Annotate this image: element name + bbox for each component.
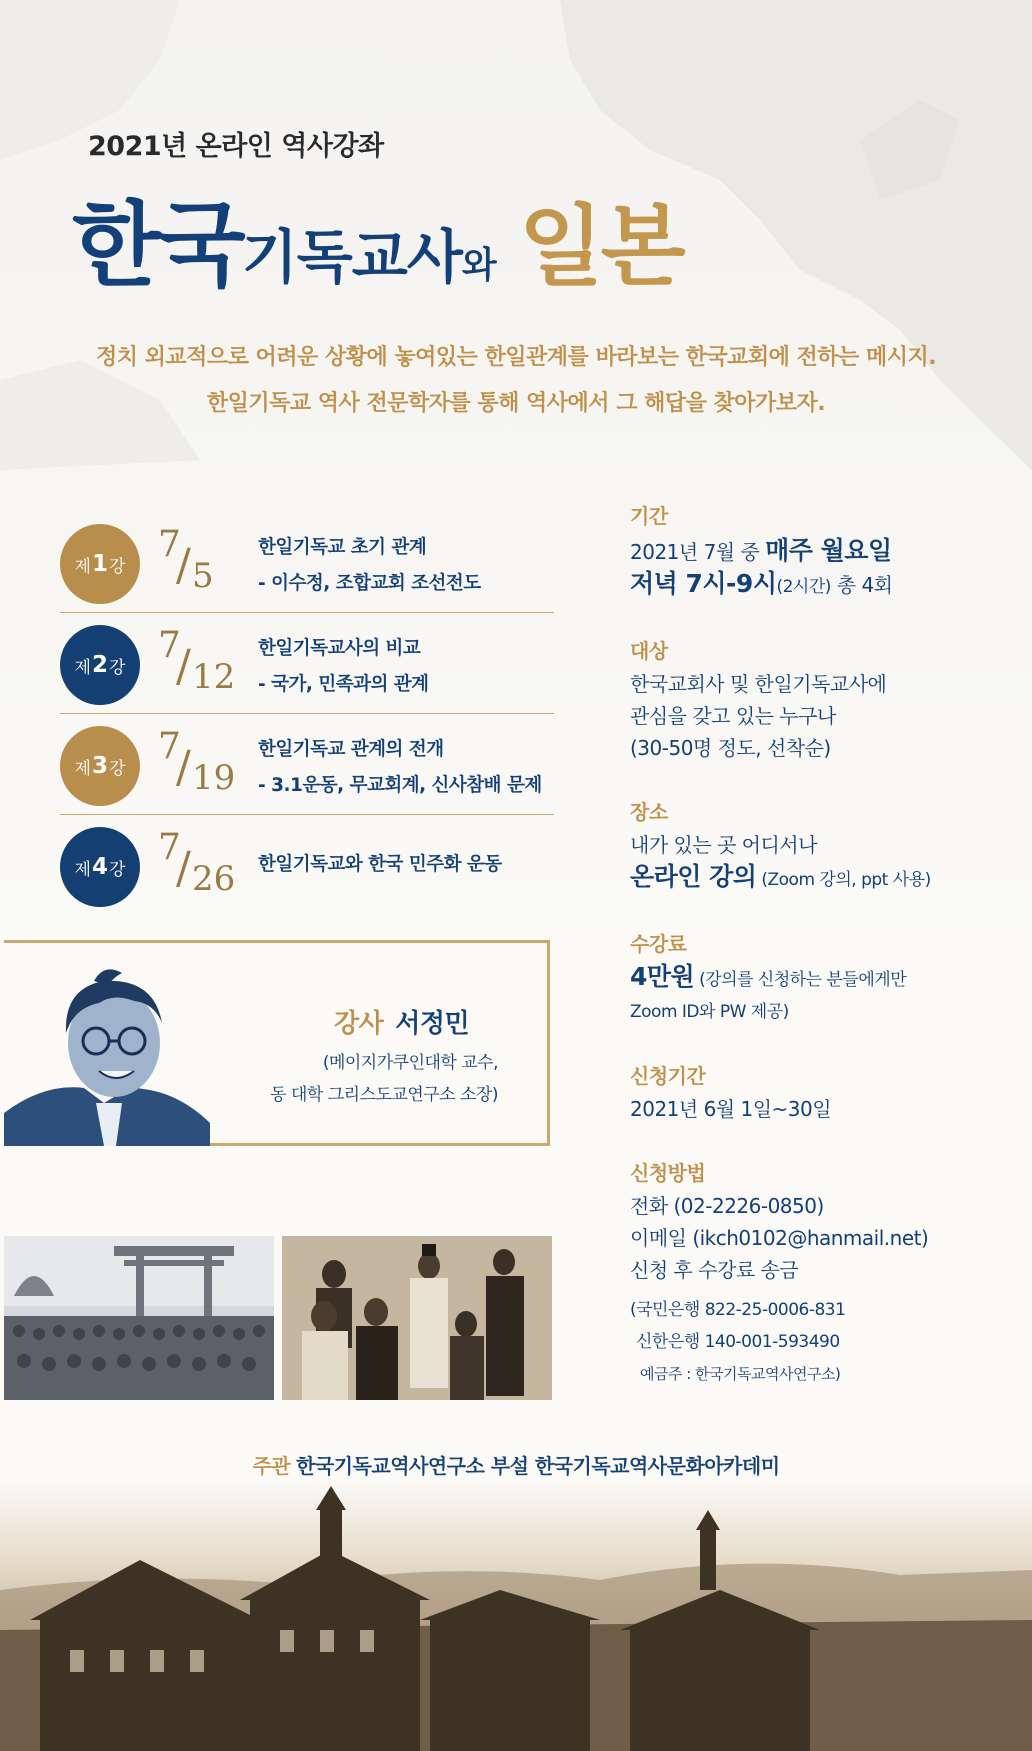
badge-number: 2 <box>91 652 108 678</box>
period-line-1 <box>630 535 1010 568</box>
lecturer-affiliation-line-2: 동 대학 그리스도교연구소 소장) <box>270 1085 498 1105</box>
period-text: 2021년 7월 중 <box>630 540 766 564</box>
lecture-date <box>158 522 268 602</box>
lecture-title: 한일기독교와 한국 민주화 운동 <box>258 854 502 875</box>
place-line-1: 내가 있는 곳 어디서나 <box>630 833 817 857</box>
badge-number: 4 <box>91 854 108 880</box>
place-note: (Zoom 강의, ppt 사용) <box>756 870 931 890</box>
photo-group-portrait <box>282 1236 552 1400</box>
lecture-text <box>258 530 558 602</box>
lecture-detail: - 국가, 민족과의 관계 <box>258 674 429 695</box>
fee-line-1 <box>630 961 1010 996</box>
photo-shrine-crowd <box>4 1236 274 1400</box>
info-target <box>630 635 1010 764</box>
lecture-date <box>158 724 268 804</box>
lecture-number-badge <box>60 625 140 705</box>
description-line-2: 한일기독교 역사 전문학자를 통해 역사에서 그 해답을 찾아가보자. <box>206 391 826 416</box>
badge-number: 1 <box>91 551 108 577</box>
badge-prefix: 제 <box>74 657 91 678</box>
lecturer-box <box>4 940 550 1146</box>
info-place <box>630 796 1010 896</box>
fee-heading: 수강료 <box>630 932 687 956</box>
event-subtitle: 2021년 온라인 역사강좌 <box>88 131 384 162</box>
lecture-day: 12 <box>192 657 236 697</box>
target-line-2: 관심을 갖고 있는 누구나 <box>630 704 836 728</box>
title-and: 와 <box>461 245 497 286</box>
badge-prefix: 제 <box>74 758 91 779</box>
lecture-day: 5 <box>192 556 214 596</box>
lecture-month: 7 <box>158 726 181 767</box>
apply-phone: 전화 (02-2226-0850) <box>630 1194 824 1218</box>
badge-suffix: 강 <box>109 758 126 779</box>
apply-method-heading: 신청방법 <box>630 1161 706 1185</box>
lecturer-label: 강사 <box>334 1009 384 1039</box>
lecture-month: 7 <box>158 625 181 666</box>
date-slash: / <box>176 843 191 894</box>
lecture-title: 한일기독교 관계의 전개 <box>258 739 444 760</box>
badge-suffix: 강 <box>109 556 126 577</box>
info-fee <box>630 928 1010 1028</box>
period-heading: 기간 <box>630 504 668 528</box>
badge-suffix: 강 <box>109 657 126 678</box>
fee-line-2: Zoom ID와 PW 제공) <box>630 1002 789 1022</box>
badge-prefix: 제 <box>74 859 91 880</box>
place-heading: 장소 <box>630 800 668 824</box>
title-japan: 일본 <box>518 195 683 298</box>
lecture-day: 26 <box>192 859 236 899</box>
badge-suffix: 강 <box>109 859 126 880</box>
lecture-number-badge <box>60 827 140 907</box>
date-slash: / <box>176 742 191 793</box>
apply-period-line: 2021년 6월 1일~30일 <box>630 1097 832 1121</box>
info-period <box>630 500 1010 603</box>
info-apply-method <box>630 1157 1010 1390</box>
historical-townscape-illustration <box>0 1480 1032 1751</box>
host-label: 주관 <box>252 1454 291 1478</box>
bank-account-2: 신한은행 140-001-593490 <box>636 1332 840 1352</box>
lecture-text <box>258 631 558 703</box>
lecture-row <box>60 613 554 714</box>
apply-period-heading: 신청기간 <box>630 1064 706 1088</box>
lecture-date <box>158 825 268 905</box>
badge-prefix: 제 <box>74 556 91 577</box>
target-heading: 대상 <box>630 639 668 663</box>
fee-amount: 4만원 <box>630 962 695 991</box>
info-apply-period <box>630 1060 1010 1125</box>
lecturer-portrait <box>4 963 210 1146</box>
lecture-text <box>258 732 558 804</box>
info-column <box>630 500 1010 1390</box>
apply-note: 신청 후 수강료 송금 <box>630 1258 799 1282</box>
lecture-row <box>60 815 554 915</box>
lecture-number-badge <box>60 726 140 806</box>
lecturer-name-text: 서정민 <box>395 1009 470 1039</box>
lecture-date <box>158 623 268 703</box>
period-count: 총 4회 <box>830 573 893 597</box>
lecturer-affiliation <box>224 1047 498 1111</box>
lecture-day: 19 <box>192 758 236 798</box>
title-korea: 한국 <box>72 192 242 299</box>
period-line-2 <box>630 568 1010 603</box>
lecture-detail: - 3.1운동, 무교회계, 신사참배 문제 <box>258 775 542 796</box>
bank-account-1: (국민은행 822-25-0006-831 <box>630 1300 846 1320</box>
period-time: 저녁 7시-9시 <box>630 569 777 598</box>
date-slash: / <box>176 540 191 591</box>
host-line <box>0 1450 1032 1479</box>
lecture-title: 한일기독교사의 비교 <box>258 638 421 659</box>
lecture-month: 7 <box>158 827 181 868</box>
lecture-month: 7 <box>158 524 181 565</box>
lecture-title: 한일기독교 초기 관계 <box>258 537 427 558</box>
lecture-list <box>60 512 554 915</box>
period-weekday: 매주 월요일 <box>765 536 892 565</box>
lecturer-name <box>334 1003 469 1040</box>
place-line-2 <box>630 861 1010 896</box>
lecture-text <box>258 847 558 883</box>
lecture-row <box>60 512 554 613</box>
lecture-detail: - 이수정, 조합교회 조선전도 <box>258 573 481 594</box>
date-slash: / <box>176 641 191 692</box>
fee-note: (강의를 신청하는 분들에게만 <box>694 970 907 990</box>
historical-photos <box>4 1236 552 1400</box>
bank-holder: 예금주 : 한국기독교역사연구소) <box>640 1365 841 1383</box>
host-name: 한국기독교역사연구소 부설 한국기독교역사문화아카데미 <box>296 1454 780 1478</box>
lecture-number-badge <box>60 524 140 604</box>
lecturer-affiliation-line-1: (메이지가쿠인대학 교수, <box>322 1053 498 1073</box>
target-line-1: 한국교회사 및 한일기독교사에 <box>630 672 887 696</box>
period-duration: (2시간) <box>776 577 831 597</box>
target-line-3: (30-50명 정도, 선착순) <box>630 736 831 760</box>
event-title <box>72 172 683 299</box>
lecture-row <box>60 714 554 815</box>
description-line-1: 정치 외교적으로 어려운 상황에 놓여있는 한일관계를 바라보는 한국교회에 전하는 메시지. <box>95 345 937 370</box>
place-online: 온라인 강의 <box>630 862 757 891</box>
title-christian-history: 기독교사 <box>241 223 462 291</box>
badge-number: 3 <box>91 753 108 779</box>
apply-email: 이메일 (ikch0102@hanmail.net) <box>630 1226 929 1250</box>
